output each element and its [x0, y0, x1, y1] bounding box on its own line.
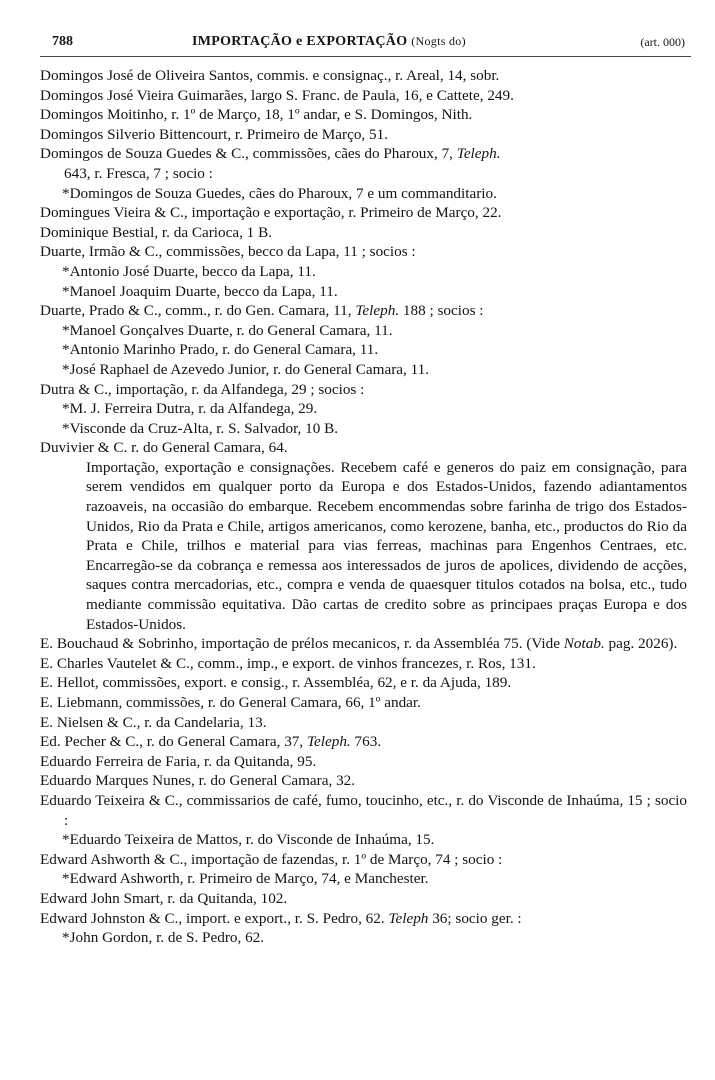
entry-text: , r. da Candelaria, 13.: [136, 713, 267, 731]
entry-text: , r. 1º de Março, 18, 1º andar, e S. Domingos, Nith.: [163, 106, 473, 124]
entry-text: , commis. e consignaç., r. Areal, 14, sobr.: [249, 67, 500, 84]
socio-line: *Edward Ashworth, r. Primeiro de Março, 74, e Manchester.: [62, 870, 429, 888]
entry-name: E. Nielsen & C.: [40, 713, 137, 731]
entry-name: Dutra & C.: [40, 380, 108, 398]
entry-text: , largo S. Franc. de Paula, 16, e Cattete, 249.: [243, 86, 514, 104]
title-main: IMPORTAÇÃO e EXPORTAÇÃO: [192, 34, 408, 49]
directory-entry: [40, 144, 687, 183]
directory-entry: [40, 125, 687, 145]
entry-name: Duarte, Irmão & C.: [40, 243, 159, 261]
directory-entry: [40, 693, 687, 713]
socio-line: *Visconde da Cruz-Alta, r. S. Salvador, 10 B.: [62, 419, 339, 437]
entry-name: Edward Johnston & C.: [40, 909, 179, 927]
socio-line: *Domingos de Souza Guedes, cães do Pharoux, 7 e um commanditario.: [62, 184, 497, 202]
entry-name: Domingos José de Oliveira Santos: [40, 67, 250, 84]
page-title: [192, 34, 466, 50]
entry-after: 36; socio ger. :: [428, 909, 522, 927]
entry-text: , r. Primeiro de Março, 51.: [227, 125, 389, 143]
page-number: 788: [52, 34, 73, 49]
entry-text: , import. e export., r. S. Pedro, 62.: [178, 909, 389, 927]
socio-line: *Antonio José Duarte, becco da Lapa, 11.: [62, 262, 316, 280]
entry-text: , r. da Carioca, 1 B.: [154, 223, 273, 241]
entry-text: , commissarios de café, fumo, toucinho, etc., r. do Visconde de Inhaúma, 15 ; socio :: [64, 791, 687, 829]
entry-name: Domingos Moitinho: [40, 106, 164, 124]
directory-entry: [40, 752, 687, 772]
header-divider: [40, 56, 691, 57]
entry-name: E. Hellot: [40, 674, 95, 692]
entry-name: Domingos José Vieira Guimarães: [40, 86, 244, 104]
entry-name: Dominique Bestial: [40, 223, 155, 241]
entry-text: , comm., r. do Gen. Camara, 11,: [157, 302, 356, 320]
entry-continuation: 643, r. Fresca, 7 ; socio :: [64, 164, 213, 182]
directory-entry: [40, 909, 687, 929]
entry-text: , importação de fazendas, r. 1º de Março, 74 ; socio :: [183, 850, 503, 868]
entry-name: Duvivier & C.: [40, 439, 128, 457]
entry-name: Duarte, Prado & C.: [40, 302, 158, 320]
socio-line: *Antonio Marinho Prado, r. do General Camara, 11.: [62, 341, 379, 359]
entry-text: , importação e exportação, r. Primeiro de Março, 22.: [183, 204, 502, 222]
entry-after: pag. 2026).: [604, 635, 678, 653]
entry-text: , importação de prélos mecanicos, r. da Assembléa 75. (Vide: [193, 635, 564, 653]
directory-entry: [40, 732, 687, 752]
entry-text: , commissões, becco da Lapa, 11 ; socios :: [158, 243, 416, 261]
entry-name: E. Charles Vautelet & C.: [40, 654, 190, 672]
directory-entry: [40, 66, 687, 86]
notab-label: Notab.: [563, 635, 605, 653]
entry-name: Eduardo Ferreira de Faria: [40, 752, 197, 770]
entry-text: , commissões, r. do General Camara, 66, 1º andar.: [118, 694, 421, 711]
page-header: [52, 32, 685, 54]
entry-name: Ed. Pecher & C.: [40, 733, 140, 751]
entry-text: , commissões, cães do Pharoux, 7,: [245, 145, 457, 163]
directory-entry: [40, 438, 687, 458]
directory-entry: [40, 791, 687, 830]
directory-entry: [40, 634, 687, 654]
socio-line: *M. J. Ferreira Dutra, r. da Alfandega, 29.: [62, 400, 318, 418]
directory-entry: [40, 301, 687, 321]
entry-name: Edward John Smart: [40, 889, 160, 907]
title-sub: (Nogts do): [411, 34, 466, 48]
directory-entry: [40, 673, 687, 693]
entry-text: r. do General Camara, 64.: [127, 439, 288, 457]
entry-text: , importação, r. da Alfandega, 29 ; socios :: [107, 380, 365, 398]
socio-line: *Manoel Joaquim Duarte, becco da Lapa, 11.: [62, 282, 338, 300]
entry-name: Domingos de Souza Guedes & C.: [40, 145, 246, 163]
entry-text: , r. do General Camara, 32.: [191, 772, 356, 790]
directory-entry: [40, 771, 687, 791]
entry-name: Domingos Silverio Bittencourt: [40, 125, 228, 143]
entry-after: 763.: [350, 733, 382, 751]
socio-line: *Manoel Gonçalves Duarte, r. do General Camara, 11.: [62, 321, 393, 339]
directory-entry: [40, 654, 687, 674]
entry-text: , commissões, export. e consig., r. Assembléa, 62, e r. da Ajuda, 189.: [94, 674, 512, 692]
teleph-label: Teleph.: [306, 733, 351, 751]
entry-text: , r. da Quitanda, 95.: [196, 752, 317, 770]
directory-entry: [40, 105, 687, 125]
directory-entry: [40, 86, 687, 106]
entry-name: Eduardo Teixeira & C.: [40, 791, 179, 809]
directory-entry: [40, 713, 687, 733]
entry-name: E. Liebmann: [40, 694, 119, 711]
directory-entries: [40, 66, 687, 948]
entry-text: , r. da Quitanda, 102.: [159, 889, 288, 907]
entry-text: , r. do General Camara, 37,: [139, 733, 307, 751]
socio-line: *Eduardo Teixeira de Mattos, r. do Visconde de Inhaúma, 15.: [62, 831, 435, 849]
directory-entry: [40, 203, 687, 223]
directory-entry: [40, 889, 687, 909]
article-ref: (art. 000): [640, 35, 685, 49]
directory-entry: [40, 242, 687, 262]
entry-text: , comm., imp., e export. de vinhos francezes, r. Ros, 131.: [189, 654, 536, 672]
directory-entry: [40, 223, 687, 243]
directory-entry: [40, 380, 687, 400]
entry-description: Importação, exportação e consignações. Recebem café e generos do paiz em consignação, para serem vendidos em qualquer porto da Europa e dos Estados-Unidos, fazendo adiantamentos razoaveis, na occasião do embarque. Recebem encommendas sobre farinha de trigo dos Estados-Unidos, Rio da Prata e Chile, artigos americanos, como kerozene, banha, etc., productos do Rio da Prata e Chile, trilhos e material para vias ferreas, machinas para Engenhos Centraes, etc. Encarregão-se da cobrança e remessa aos interessados de juros de apolices, dividendo de acções, saques contra mercadorias, etc., compra e venda de quaesquer titulos cotados na bolsa, etc., tudo mediante commissão equitativa. Dão cartas de credito sobre as principaes praças Europa e dos Estados-Unidos.: [86, 458, 687, 633]
teleph-label: Teleph.: [355, 302, 400, 320]
directory-entry: [40, 850, 687, 870]
entry-after: 188 ; socios :: [399, 302, 484, 320]
teleph-label: Teleph: [388, 909, 429, 927]
entry-name: E. Bouchaud & Sobrinho: [40, 635, 194, 653]
socio-line: *José Raphael de Azevedo Junior, r. do General Camara, 11.: [62, 360, 430, 378]
socio-line: *John Gordon, r. de S. Pedro, 62.: [62, 929, 265, 947]
entry-name: Edward Ashworth & C.: [40, 850, 184, 868]
teleph-label: Teleph.: [456, 145, 501, 163]
entry-name: Eduardo Marques Nunes: [40, 772, 191, 790]
entry-name: Domingues Vieira & C.: [40, 204, 184, 222]
